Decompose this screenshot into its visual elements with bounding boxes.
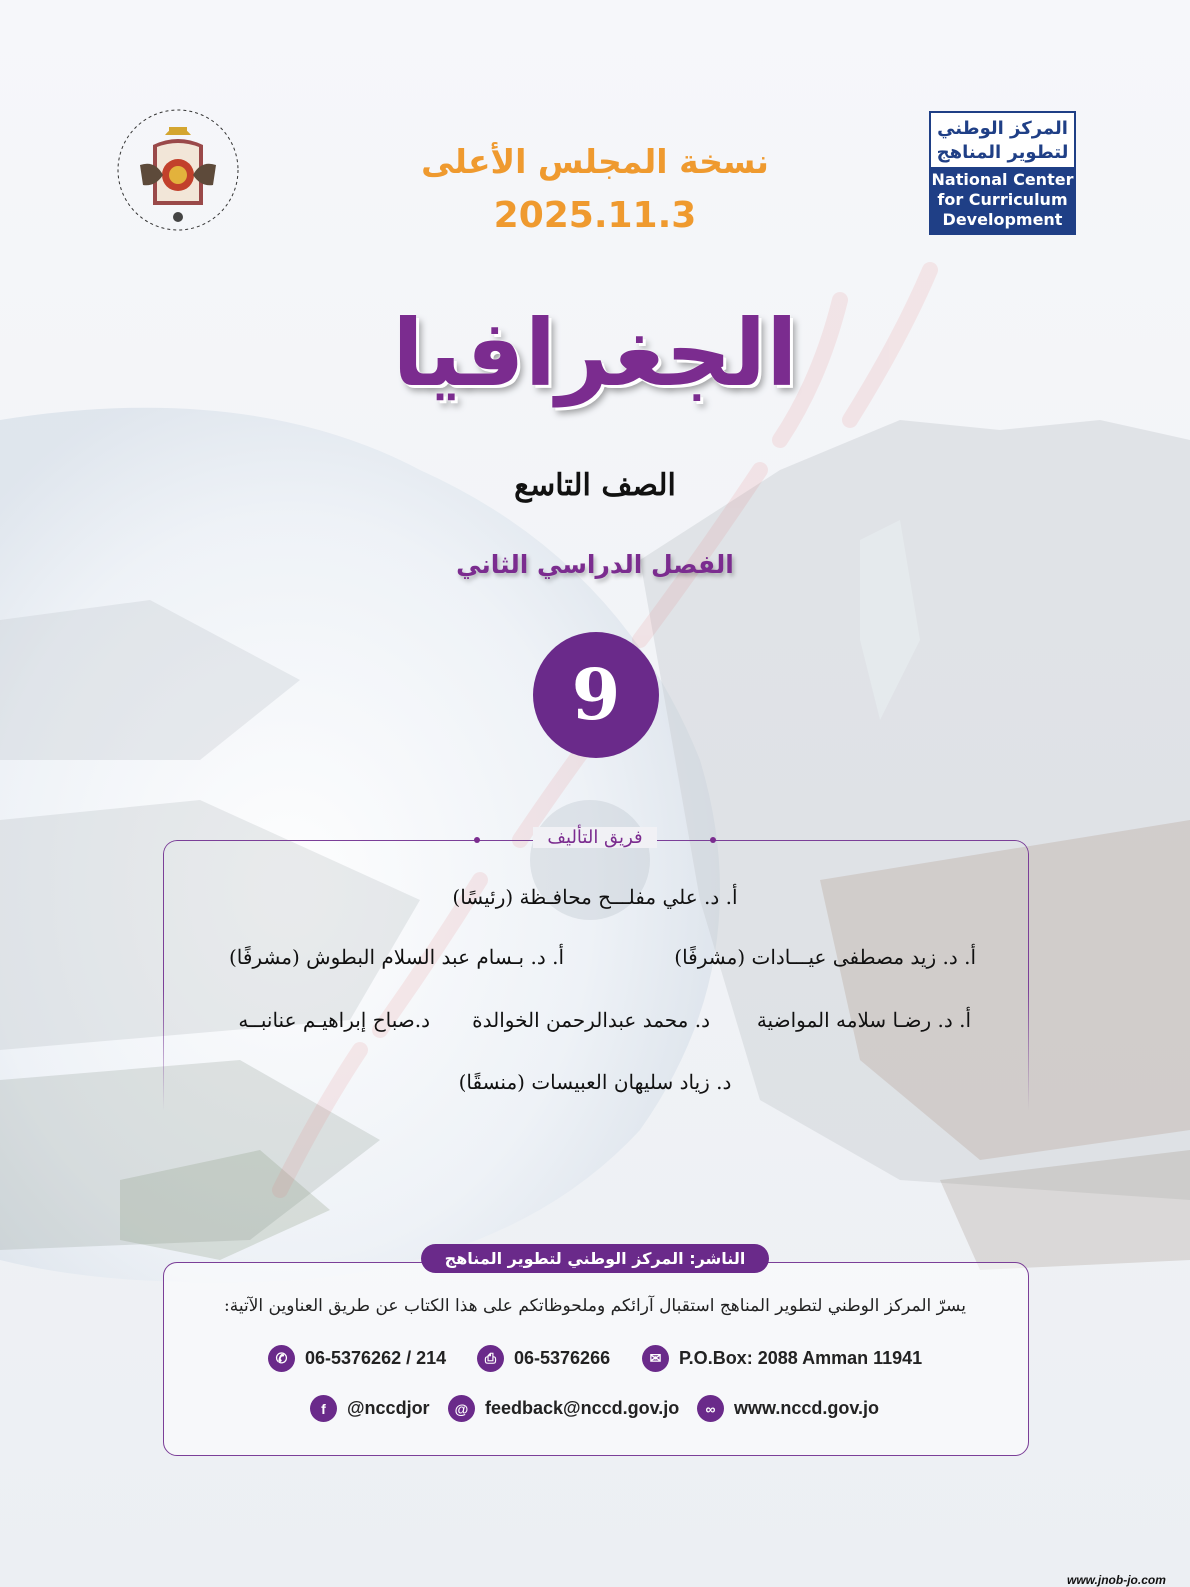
grade-number-badge: 9 [533, 632, 659, 758]
contact-website-text: www.nccd.gov.jo [734, 1398, 880, 1418]
contact-fax-text: 06-5376266 [514, 1348, 611, 1368]
fax-icon: ⎙ [477, 1345, 504, 1372]
semester-label: الفصل الدراسي الثاني [456, 550, 734, 579]
link-icon: ∞ [697, 1395, 724, 1422]
contact-facebook[interactable] [310, 1395, 430, 1422]
author-member-3: د.صباح إبراهيـم عنانبــه [238, 1008, 430, 1032]
contact-pobox [642, 1345, 922, 1372]
facebook-icon: f [310, 1395, 337, 1422]
author-supervisor-2: أ. د. بـسام عبد السلام البطوش (مشرفًا) [228, 945, 564, 969]
contact-facebook-text: @nccdjor [347, 1398, 430, 1418]
subject-title: الجغرافيا [392, 300, 798, 407]
publisher-label: الناشر: المركز الوطني لتطوير المناهج [421, 1244, 770, 1273]
nccd-logo-arabic-line1: المركز الوطني [937, 118, 1068, 139]
contact-phone-text: 06-5376262 / 214 [305, 1348, 447, 1368]
contact-website[interactable] [697, 1395, 879, 1422]
author-coordinator: د. زياد سليهان العبيسات (منسقًا) [458, 1070, 732, 1094]
nccd-logo-arabic-line2: لتطوير المناهج [936, 142, 1069, 163]
author-member-1: أ. د. رضـا سلامه المواضية [756, 1008, 971, 1032]
contact-pobox-text: P.O.Box: 2088 Amman 11941 [679, 1348, 923, 1368]
nccd-logo-english-line1: National Center [931, 170, 1074, 189]
contact-email[interactable] [448, 1395, 679, 1422]
author-supervisor-1: أ. د. زيد مصطفى عيـــادات (مشرفًا) [674, 945, 976, 969]
source-site-watermark: www.jnob-jo.com [1067, 1573, 1166, 1587]
contact-fax[interactable] [477, 1345, 610, 1372]
publisher-intro-text: يسرّ المركز الوطني لتطوير المناهج استقبال آرائكم وملحوظاتكم على هذا الكتاب عن طريق العناوين الآتية: [224, 1296, 966, 1316]
nccd-logo-english-line2: for Curriculum [937, 190, 1068, 209]
contact-email-text: feedback@nccd.gov.jo [485, 1398, 680, 1418]
authors-heading: فريق التأليف [533, 827, 656, 848]
author-member-2: د. محمد عبدالرحمن الخوالدة [472, 1008, 710, 1032]
council-edition-date: 2025.11.3 [493, 195, 697, 236]
phone-icon: ✆ [268, 1345, 295, 1372]
mail-envelope-icon: ✉ [642, 1345, 669, 1372]
nccd-logo-english-line3: Development [942, 210, 1063, 229]
council-edition-label: نسخة المجلس الأعلى [421, 142, 769, 181]
author-chief: أ. د. علي مفلـــح محافـظة (رئيسًا) [452, 885, 738, 909]
at-sign-icon: @ [448, 1395, 475, 1422]
grade-label: الصف التاسع [514, 468, 676, 503]
contact-phone[interactable] [268, 1345, 446, 1372]
